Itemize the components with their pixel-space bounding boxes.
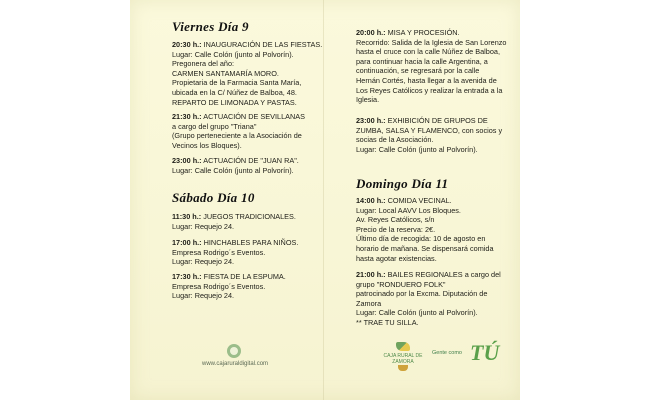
event-line: patrocinado por la Excma. Diputación de	[356, 289, 488, 299]
caja-rural-leaf-icon	[396, 342, 410, 351]
event-time: 11:30 h.:	[172, 212, 202, 221]
event-line: Lugar: Calle Colón (junto al Polvorín).	[356, 144, 478, 154]
event-line: 23:00 h.: ACTUACIÓN DE "JUAN RA".	[172, 156, 299, 165]
event-espuma	[172, 272, 330, 301]
event-line: 17:30 h.: FIESTA DE LA ESPUMA.	[172, 272, 286, 281]
event-time: 23:00 h.:	[172, 156, 202, 165]
event-bailes	[356, 270, 514, 328]
day-heading-sabado: Sábado Día 10	[172, 190, 255, 205]
gente-como-label: Gente como	[432, 350, 462, 356]
event-line: hasta agotar existencias.	[356, 253, 437, 263]
event-line: Lugar: Requejo 24.	[172, 221, 235, 231]
caja-rural-logo	[383, 342, 423, 368]
event-time: 23:00 h.:	[356, 116, 386, 125]
event-line: Empresa Rodrigo´s Eventos.	[172, 247, 266, 257]
event-line: Empresa Rodrigo´s Eventos.	[172, 281, 266, 291]
event-line: 11:30 h.: JUEGOS TRADICIONALES.	[172, 212, 296, 221]
event-line: 23:00 h.: EXHIBICIÓN DE GRUPOS DE	[356, 116, 488, 125]
event-line: ** TRAE TU SILLA.	[356, 317, 419, 327]
event-line: Lugar: Requejo 24.	[172, 291, 235, 301]
tu-mark: TÚ	[470, 340, 500, 365]
event-line: grupo "RONDUERO FOLK"	[356, 279, 446, 289]
event-inauguracion	[172, 40, 330, 107]
event-line: 21:00 h.: BAILES REGIONALES a cargo del	[356, 270, 501, 279]
event-line: 21:30 h.: ACTUACIÓN DE SEVILLANAS	[172, 112, 306, 121]
event-line: Lugar: Calle Colón (junto al Polvorín).	[356, 308, 478, 318]
event-line: Lugar: Calle Colón (junto al Polvorín).	[172, 49, 294, 59]
day-heading-viernes: Viernes Día 9	[172, 19, 249, 34]
event-line: Recorrido: Salida de la Iglesia de San Lorenzo	[356, 37, 507, 47]
event-time: 17:00 h.:	[172, 238, 202, 247]
event-line: continuación, se regresará por la calle	[356, 66, 480, 76]
event-line: Los Reyes Católicos y realizar la entrada a la	[356, 85, 503, 95]
event-line: Iglesia.	[356, 95, 380, 105]
event-time: 21:00 h.:	[356, 270, 386, 279]
event-line: Propietaria de la Farmacia Santa María,	[172, 78, 302, 88]
caja-rural-basket-icon	[398, 365, 408, 371]
caja-rural-label: CAJA RURAL DE ZAMORA	[383, 353, 423, 365]
event-line: (Grupo perteneciente a la Asociación de	[172, 131, 302, 141]
event-line: socias de la Asociación.	[356, 135, 434, 145]
event-line: a cargo del grupo "Triana"	[172, 121, 257, 131]
caja-rural-digital-icon	[227, 344, 241, 358]
day-heading-domingo: Domingo Día 11	[356, 176, 449, 191]
event-time: 17:30 h.:	[172, 272, 202, 281]
event-line: 17:00 h.: HINCHABLES PARA NIÑOS.	[172, 238, 299, 247]
event-line: Precio de la reserva: 2€.	[356, 224, 436, 234]
event-time: 21:30 h.:	[172, 112, 202, 121]
footer-url[interactable]: www.cajaruraldigital.com	[202, 361, 269, 367]
event-line: Zamora	[356, 298, 382, 308]
gente-como-tu-logo	[432, 342, 502, 368]
event-line: para continuar hacia la calle Argentina, a	[356, 56, 488, 66]
event-line: Lugar: Local AAVV Los Bloques.	[356, 205, 461, 215]
event-line: horario de mañana. Se dispensará comida	[356, 243, 494, 253]
event-time: 14:00 h.:	[356, 196, 386, 205]
event-line: Av. Reyes Católicos, s/n	[356, 215, 435, 225]
event-line: 14:00 h.: COMIDA VECINAL.	[356, 196, 452, 205]
event-line: Último día de recogida: 10 de agosto en	[356, 234, 486, 244]
event-zumba	[356, 116, 514, 154]
event-comida	[356, 196, 514, 263]
event-hinchables	[172, 238, 330, 267]
event-misa	[356, 28, 514, 105]
event-juan-ra	[172, 156, 330, 175]
event-line: hasta el cruce con la calle Núñez de Balboa,	[356, 47, 500, 57]
event-line: CARMEN SANTAMARÍA MORO.	[172, 68, 279, 78]
program-page	[130, 0, 520, 400]
event-line: ubicada en la C/ Núñez de Balboa, 48.	[172, 87, 297, 97]
event-line: Pregonera del año:	[172, 59, 235, 69]
event-line: Vecinos los Bloques).	[172, 140, 242, 150]
event-line: ZUMBA, SALSA Y FLAMENCO, con socios y	[356, 125, 503, 135]
event-time: 20:30 h.:	[172, 40, 202, 49]
event-line: 20:00 h.: MISA Y PROCESIÓN.	[356, 28, 460, 37]
event-line: REPARTO DE LIMONADA Y PASTAS.	[172, 97, 297, 107]
event-sevillanas	[172, 112, 330, 150]
event-time: 20:00 h.:	[356, 28, 386, 37]
event-line: Hernán Cortés, hasta llegar a la avenida de	[356, 75, 497, 85]
event-juegos	[172, 212, 330, 231]
event-line: Lugar: Calle Colón (junto al Polvorín).	[172, 165, 294, 175]
event-line: 20:30 h.: INAUGURACIÓN DE LAS FIESTAS.	[172, 40, 323, 49]
event-line: Lugar: Requejo 24.	[172, 257, 235, 267]
